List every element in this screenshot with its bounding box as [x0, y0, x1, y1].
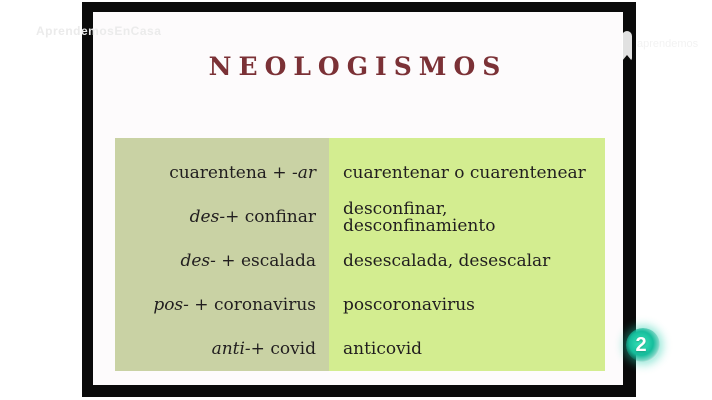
table-row: [115, 196, 605, 240]
neologisms-table: [115, 138, 605, 371]
neologism-cell: anticovid: [343, 338, 423, 359]
neologism-cell: cuarentenar o cuarentenear: [343, 163, 586, 184]
neologism-cell: desescalada, desescalar: [343, 250, 551, 271]
affix-italic: anti-: [211, 338, 251, 359]
la2-channel-logo: [626, 328, 660, 362]
affix-italic: des-: [189, 207, 226, 228]
table-row: [115, 152, 605, 196]
base-word: cuarentena +: [169, 163, 292, 184]
formation-cell: [115, 209, 329, 226]
table-row: [115, 327, 605, 371]
base-word: + confinar: [225, 207, 316, 228]
base-word: + covid: [250, 338, 316, 359]
affix-italic: pos-: [153, 294, 189, 315]
table-row: [115, 240, 605, 284]
base-word: + escalada: [215, 250, 316, 271]
slide-title: NEOLOGISMOS: [208, 52, 508, 81]
neologism-cell: poscoronavirus: [343, 294, 475, 315]
affix-italic: des-: [180, 250, 216, 271]
formation-cell: [115, 338, 329, 359]
channel-logo-digit: 2: [635, 333, 647, 356]
formation-cell: [115, 294, 329, 315]
formation-cell: [115, 165, 329, 182]
broadcaster-watermark-text: AprendemosEnCasa: [36, 24, 162, 38]
affix-italic: -ar: [291, 163, 316, 184]
neologism-cell: desconfinar, desconfinamiento: [343, 198, 496, 236]
base-word: + coronavirus: [188, 294, 316, 315]
program-watermark-text: aprendemos: [637, 38, 699, 50]
formation-cell: [115, 250, 329, 271]
table-rows: [115, 152, 605, 371]
table-row: [115, 283, 605, 327]
